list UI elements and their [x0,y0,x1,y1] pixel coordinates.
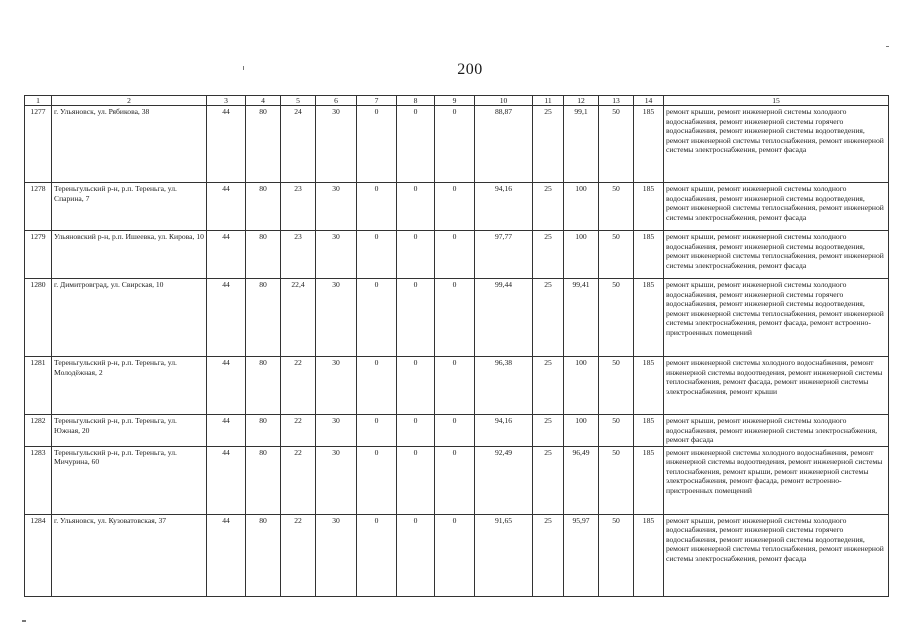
table-row [25,514,889,596]
value-cell: 44 [207,183,246,231]
value-cell: 97,77 [475,231,533,279]
value-cell: 0 [357,279,397,357]
value-cell: 185 [634,279,664,357]
value-cell: 0 [357,415,397,447]
value-cell: 25 [533,279,564,357]
row-number: 1282 [25,415,52,447]
value-cell: 30 [316,514,357,596]
works-cell: ремонт инженерной системы холодного водоснабжения, ремонт инженерной системы водоотведения, ремонт инженерной системы теплоснабжения, ремонт фасада, ремонт инженерной системы электроснабжения, ремонт крыши [664,357,889,415]
value-cell: 91,65 [475,514,533,596]
works-cell: ремонт крыши, ремонт инженерной системы холодного водоснабжения, ремонт инженерной системы водоотведения, ремонт инженерной системы теплоснабжения, ремонт инженерной системы электроснабжения, ремонт фасада [664,231,889,279]
value-cell: 100 [564,357,599,415]
value-cell: 94,16 [475,183,533,231]
value-cell: 0 [397,183,435,231]
value-cell: 185 [634,514,664,596]
table-row [25,357,889,415]
value-cell: 0 [397,514,435,596]
address-cell: Тереньгульский р-н, р.п. Тереньга, ул. Мичурина, 60 [52,446,207,514]
value-cell: 44 [207,415,246,447]
value-cell: 0 [435,231,475,279]
row-number: 1281 [25,357,52,415]
column-header: 2 [52,96,207,106]
value-cell: 25 [533,106,564,183]
works-cell: ремонт крыши, ремонт инженерной системы холодного водоснабжения, ремонт инженерной системы горячего водоснабжения, ремонт инженерной системы водоотведения, ремонт инженерной системы теплоснабжения, ремонт инженерной системы электроснабжения, ремонт фасада [664,106,889,183]
column-header: 1 [25,96,52,106]
value-cell: 22 [281,357,316,415]
value-cell: 0 [357,183,397,231]
value-cell: 80 [246,357,281,415]
column-header: 13 [599,96,634,106]
column-header: 11 [533,96,564,106]
value-cell: 0 [435,279,475,357]
address-cell: Тереньгульский р-н, р.п. Тереньга, ул. Южная, 20 [52,415,207,447]
value-cell: 44 [207,106,246,183]
row-number: 1277 [25,106,52,183]
value-cell: 25 [533,231,564,279]
value-cell: 0 [435,415,475,447]
value-cell: 22 [281,415,316,447]
value-cell: 185 [634,231,664,279]
column-header: 15 [664,96,889,106]
column-header: 9 [435,96,475,106]
value-cell: 100 [564,231,599,279]
value-cell: 80 [246,279,281,357]
value-cell: 0 [357,231,397,279]
value-cell: 44 [207,231,246,279]
address-cell: Тереньгульский р-н, р.п. Тереньга, ул. Молодёжная, 2 [52,357,207,415]
value-cell: 24 [281,106,316,183]
row-number: 1284 [25,514,52,596]
value-cell: 96,38 [475,357,533,415]
value-cell: 0 [435,357,475,415]
row-number: 1278 [25,183,52,231]
value-cell: 50 [599,183,634,231]
column-header: 10 [475,96,533,106]
value-cell: 50 [599,415,634,447]
column-header: 8 [397,96,435,106]
value-cell: 185 [634,183,664,231]
row-number: 1283 [25,446,52,514]
value-cell: 100 [564,415,599,447]
table-row [25,106,889,183]
value-cell: 0 [397,446,435,514]
value-cell: 0 [397,279,435,357]
value-cell: 44 [207,514,246,596]
value-cell: 22,4 [281,279,316,357]
value-cell: 50 [599,357,634,415]
value-cell: 25 [533,183,564,231]
value-cell: 0 [357,514,397,596]
works-cell: ремонт крыши, ремонт инженерной системы холодного водоснабжения, ремонт инженерной системы горячего водоснабжения, ремонт инженерной системы водоотведения, ремонт инженерной системы теплоснабжения, ремонт инженерной системы электроснабжения, ремонт фасада [664,514,889,596]
value-cell: 95,97 [564,514,599,596]
value-cell: 100 [564,183,599,231]
value-cell: 80 [246,106,281,183]
column-header: 3 [207,96,246,106]
value-cell: 23 [281,231,316,279]
value-cell: 25 [533,357,564,415]
works-cell: ремонт крыши, ремонт инженерной системы холодного водоснабжения, ремонт инженерной системы электроснабжения, ремонт фасада [664,415,889,447]
value-cell: 80 [246,446,281,514]
value-cell: 80 [246,231,281,279]
value-cell: 50 [599,279,634,357]
value-cell: 44 [207,357,246,415]
value-cell: 25 [533,415,564,447]
address-cell: Ульяновский р-н, р.п. Ишеевка, ул. Кирова, 10 [52,231,207,279]
table-row [25,231,889,279]
value-cell: 0 [435,106,475,183]
value-cell: 0 [397,357,435,415]
works-cell: ремонт инженерной системы холодного водоснабжения, ремонт инженерной системы водоотведения, ремонт инженерной системы теплоснабжения, ремонт крыши, ремонт инженерной системы электроснабжения, ремонт фасада, ремонт встроенно-пристроенных помещений [664,446,889,514]
value-cell: 185 [634,446,664,514]
value-cell: 23 [281,183,316,231]
value-cell: 0 [357,446,397,514]
address-cell: Тереньгульский р-н, р.п. Тереньга, ул. Спарина, 7 [52,183,207,231]
value-cell: 99,41 [564,279,599,357]
value-cell: 30 [316,279,357,357]
value-cell: 50 [599,514,634,596]
value-cell: 0 [357,357,397,415]
registry-table [24,95,889,597]
value-cell: 99,1 [564,106,599,183]
scan-speck [886,46,889,47]
value-cell: 185 [634,415,664,447]
value-cell: 80 [246,415,281,447]
row-number: 1279 [25,231,52,279]
value-cell: 30 [316,106,357,183]
value-cell: 22 [281,446,316,514]
row-number: 1280 [25,279,52,357]
table-row [25,183,889,231]
value-cell: 0 [435,446,475,514]
scan-speck [243,66,244,70]
value-cell: 94,16 [475,415,533,447]
value-cell: 30 [316,183,357,231]
value-cell: 50 [599,231,634,279]
table-row [25,446,889,514]
address-cell: г. Ульяновск, ул. Кузоватовская, 37 [52,514,207,596]
column-header: 5 [281,96,316,106]
value-cell: 185 [634,106,664,183]
value-cell: 30 [316,446,357,514]
value-cell: 0 [397,231,435,279]
value-cell: 25 [533,514,564,596]
value-cell: 50 [599,106,634,183]
value-cell: 25 [533,446,564,514]
address-cell: г. Димитровград, ул. Свирская, 10 [52,279,207,357]
value-cell: 22 [281,514,316,596]
value-cell: 92,49 [475,446,533,514]
value-cell: 99,44 [475,279,533,357]
column-header: 14 [634,96,664,106]
column-header: 6 [316,96,357,106]
value-cell: 0 [435,183,475,231]
works-cell: ремонт крыши, ремонт инженерной системы холодного водоснабжения, ремонт инженерной системы горячего водоснабжения, ремонт инженерной системы водоотведения, ремонт инженерной системы теплоснабжения, ремонт инженерной системы электроснабжения, ремонт фасада, ремонт встроенно-пристроенных помещений [664,279,889,357]
value-cell: 185 [634,357,664,415]
column-header: 4 [246,96,281,106]
value-cell: 30 [316,415,357,447]
value-cell: 0 [435,514,475,596]
value-cell: 30 [316,231,357,279]
value-cell: 50 [599,446,634,514]
value-cell: 0 [397,106,435,183]
value-cell: 80 [246,514,281,596]
works-cell: ремонт крыши, ремонт инженерной системы холодного водоснабжения, ремонт инженерной системы водоотведения, ремонт инженерной системы теплоснабжения, ремонт инженерной системы электроснабжения, ремонт фасада [664,183,889,231]
page-number: 200 [457,61,483,78]
value-cell: 96,49 [564,446,599,514]
value-cell: 88,87 [475,106,533,183]
column-header: 12 [564,96,599,106]
header-row [25,96,889,106]
value-cell: 44 [207,446,246,514]
value-cell: 44 [207,279,246,357]
scan-speck [22,620,26,622]
value-cell: 0 [357,106,397,183]
value-cell: 80 [246,183,281,231]
value-cell: 30 [316,357,357,415]
address-cell: г. Ульяновск, ул. Рябикова, 38 [52,106,207,183]
table-row [25,279,889,357]
column-header: 7 [357,96,397,106]
value-cell: 0 [397,415,435,447]
table-row [25,415,889,447]
